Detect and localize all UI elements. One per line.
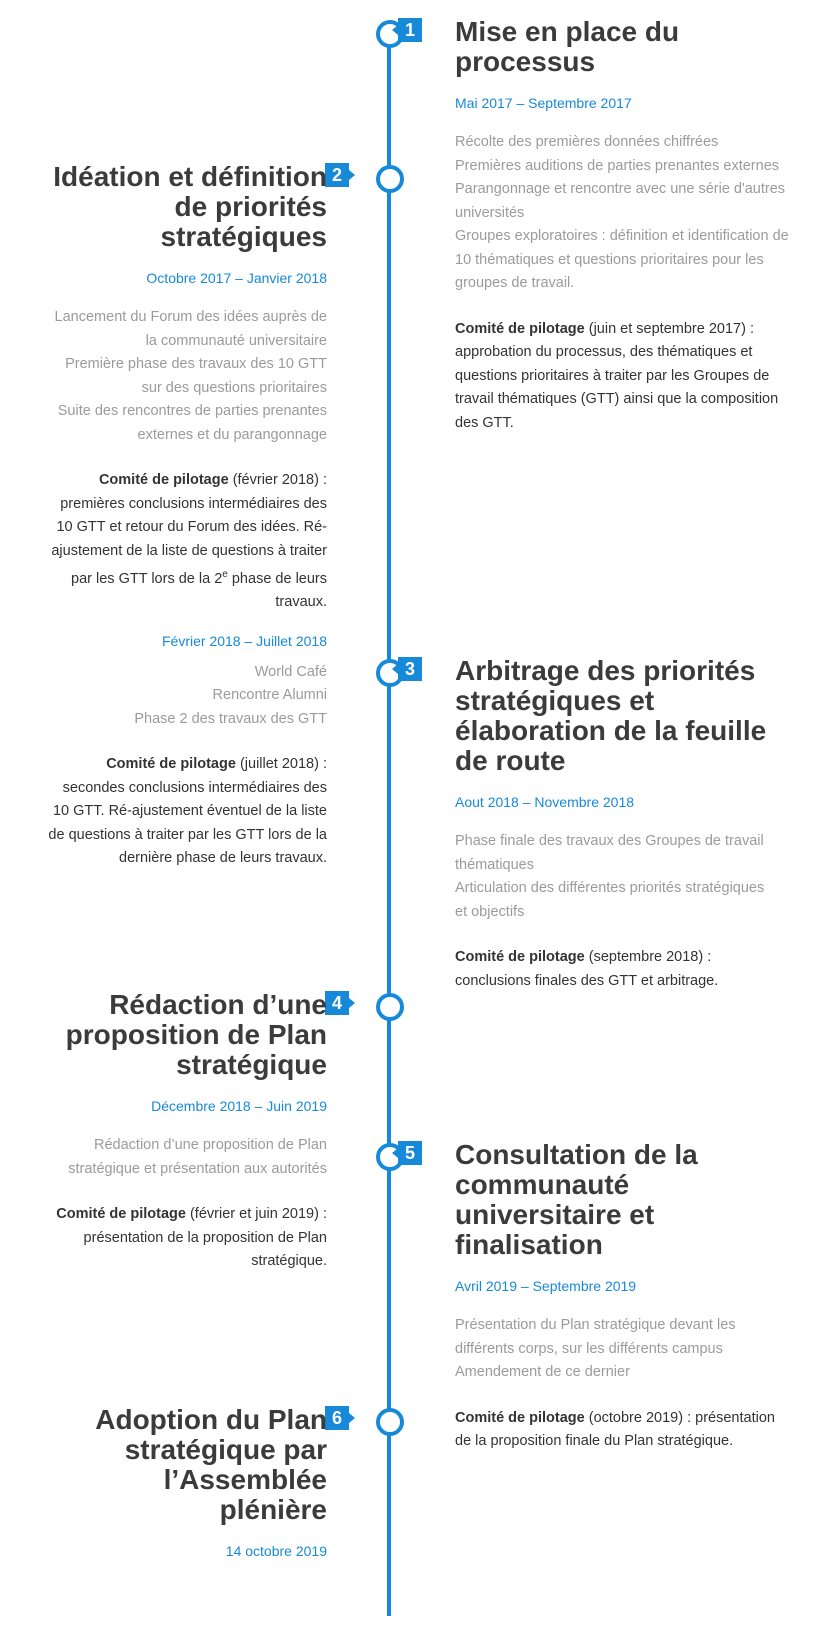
step-items [455, 131, 790, 296]
steering-committee-note [455, 318, 790, 436]
timeline-node-2 [376, 165, 404, 193]
list-item: Présentation du Plan stratégique devant les différents corps, sur les différents campus [455, 1317, 736, 1357]
list-item: World Café [254, 663, 327, 680]
committee-text: (octobre 2019) : présentation de la proposition finale du Plan stratégique. [455, 1409, 775, 1449]
steering-committee-note [455, 946, 775, 993]
step-5 [455, 1140, 775, 1454]
steering-committee-note [455, 1407, 775, 1454]
step-items [455, 830, 775, 924]
timeline-node-6 [376, 1408, 404, 1436]
step-date: Avril 2019 – Septembre 2019 [455, 1278, 637, 1294]
step-items [47, 306, 327, 447]
step-number-badge: 4 [325, 991, 349, 1015]
steering-committee-note-2 [47, 753, 327, 871]
step-title: Rédaction d’une proposition de Plan stratégique [65, 989, 327, 1080]
step-2 [47, 162, 327, 871]
step-title: Adoption du Plan stratégique par l’Assemblée plénière [95, 1404, 327, 1525]
list-item: Rencontre Alumni [212, 687, 327, 704]
superscript: e [222, 569, 228, 580]
committee-text: (juillet 2018) : secondes conclusions intermédiaires des 10 GTT. Ré-ajustement éventuel de la liste de questions à traiter par les GTT lors de la dernière phase de leurs travaux. [48, 756, 327, 867]
committee-label: Comité de pilotage [455, 320, 585, 337]
list-item: Rédaction d’une proposition de Plan stratégique et présentation aux autorités [68, 1137, 327, 1177]
step-date: Octobre 2017 – Janvier 2018 [146, 270, 327, 286]
committee-text: (février et juin 2019) : présentation de la proposition de Plan stratégique. [83, 1206, 327, 1269]
list-item: Amendement de ce dernier [455, 1364, 630, 1380]
committee-label: Comité de pilotage [98, 472, 229, 488]
step-date: Décembre 2018 – Juin 2019 [151, 1098, 327, 1114]
step-items [455, 1314, 775, 1385]
step-number-badge: 2 [325, 163, 349, 187]
step-date-2: Février 2018 – Juillet 2018 [162, 632, 327, 649]
steering-committee-note [47, 1203, 327, 1274]
step-1 [455, 17, 790, 435]
committee-label: Comité de pilotage [455, 949, 585, 965]
list-item: Lancement du Forum des idées auprès de la communauté universitaire [54, 309, 327, 349]
step-title: Idéation et définition de priorités stratégiques [53, 161, 327, 252]
list-item: Récolte des premières données chiffrées [455, 134, 719, 150]
list-item: Première phase des travaux des 10 GTT sur des questions prioritaires [65, 356, 327, 396]
step-number-badge: 5 [398, 1141, 422, 1165]
step-number-badge: 3 [398, 657, 422, 681]
list-item: Premières auditions de parties prenantes externes [455, 157, 780, 174]
list-item: Suite des rencontres de parties prenantes externes et du parangonnage [57, 403, 327, 443]
list-item: Phase finale des travaux des Groupes de travail thématiques [455, 833, 764, 873]
step-4 [47, 990, 327, 1274]
step-items [47, 1134, 327, 1181]
list-item: Parangonnage et rencontre avec une série d'autres universités [455, 181, 786, 221]
committee-label: Comité de pilotage [455, 1409, 585, 1426]
steering-committee-note [47, 469, 327, 615]
step-number-badge: 6 [325, 1406, 349, 1430]
list-item: Phase 2 des travaux des GTT [134, 710, 327, 727]
step-title: Mise en place du processus [455, 16, 680, 77]
step-3 [455, 656, 775, 993]
timeline-node-4 [376, 993, 404, 1021]
committee-text: (juin et septembre 2017) : approbation du processus, des thématiques et questions prioritaires à traiter par les Groupes de travail thématiques (GTT) ainsi que la composition des GTT. [455, 320, 779, 431]
timeline-axis [387, 40, 391, 1616]
step-number-badge: 1 [398, 18, 422, 42]
step-date: Aout 2018 – Novembre 2018 [455, 794, 635, 810]
step-6 [77, 1405, 327, 1559]
committee-text: (février 2018) : premières conclusions intermédiaires des 10 GTT et retour du Forum des idées. Ré-ajustement de la liste de questions à traiter par les GTT lors de la 2 [51, 472, 327, 587]
step-title: Consultation de la communauté universitaire et finalisation [455, 1139, 698, 1260]
committee-label: Comité de pilotage [56, 1206, 186, 1222]
list-item: Articulation des différentes priorités stratégiques et objectifs [455, 880, 765, 920]
committee-label: Comité de pilotage [106, 756, 236, 773]
committee-text: (septembre 2018) : conclusions finales des GTT et arbitrage. [455, 949, 719, 989]
list-item: Groupes exploratoires : définition et identification de 10 thématiques et questions prioritaires pour les groupes de travail. [455, 228, 789, 291]
committee-text-end: phase de leurs travaux. [227, 570, 327, 611]
step-items-2 [47, 661, 327, 732]
step-date: Mai 2017 – Septembre 2017 [455, 95, 632, 111]
step-title: Arbitrage des priorités stratégiques et élaboration de la feuille de route [455, 655, 767, 776]
step-date: 14 octobre 2019 [225, 1543, 327, 1559]
